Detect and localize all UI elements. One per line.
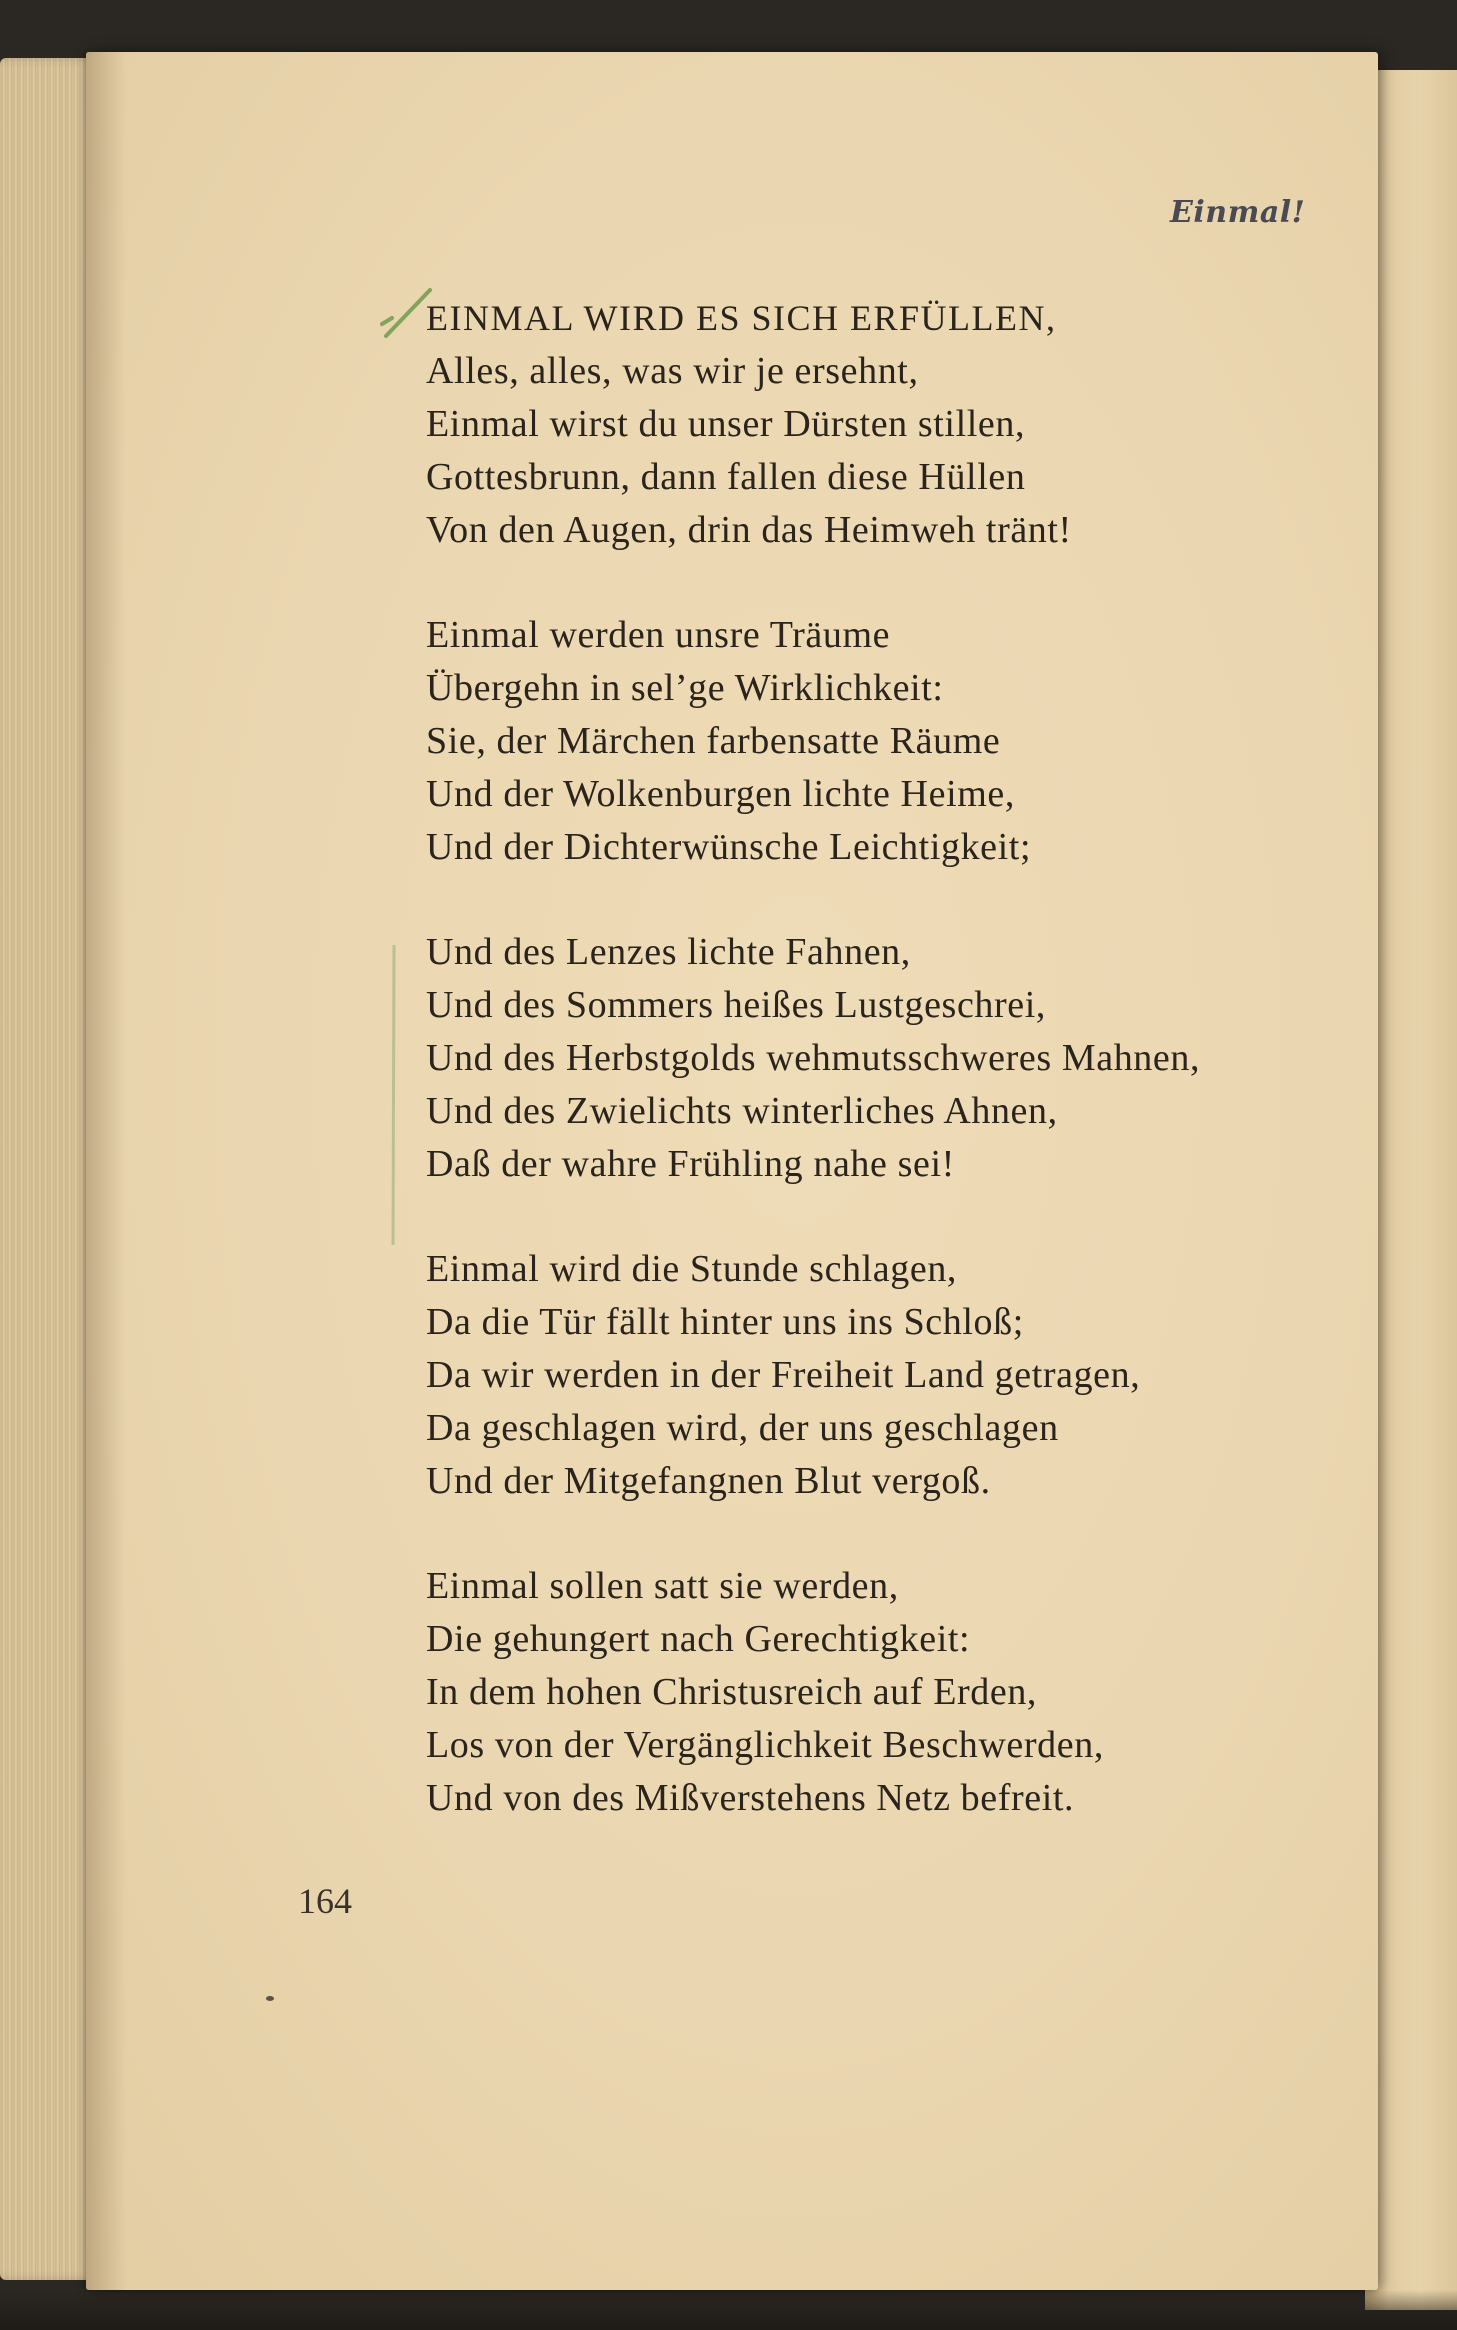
stanza-5: [426, 1560, 1326, 1825]
poem: [426, 292, 1326, 1877]
poem-line: Von den Augen, drin das Heimweh tränt!: [426, 509, 1072, 551]
poem-line: Und des Zwielichts winterliches Ahnen,: [426, 1090, 1058, 1132]
poem-line: Und des Herbstgolds wehmutsschweres Mahnen,: [426, 1037, 1201, 1079]
poem-line: Alles, alles, was wir je ersehnt,: [426, 350, 919, 392]
stanza-2: [426, 609, 1326, 874]
poem-line: Sie, der Märchen farbensatte Räume: [426, 720, 1001, 762]
poem-line: Da die Tür fällt hinter uns ins Schloß;: [426, 1301, 1024, 1343]
poem-line: Einmal wirst du unser Dürsten stillen,: [426, 403, 1026, 445]
page-number: 164: [298, 1881, 352, 1921]
poem-line: Und der Mitgefangnen Blut vergoß.: [426, 1460, 991, 1502]
poem-line: Einmal sollen satt sie werden,: [426, 1565, 899, 1607]
ink-speck: [266, 1996, 274, 2001]
stanza-1: [426, 292, 1326, 557]
poem-line: Übergehn in sel’ge Wirklichkeit:: [426, 667, 944, 709]
poem-line: Die gehungert nach Gerechtigkeit:: [426, 1618, 971, 1660]
poem-line: In dem hohen Christusreich auf Erden,: [426, 1671, 1038, 1713]
facing-page-edge: [1365, 70, 1457, 2310]
poem-line: Los von der Vergänglichkeit Beschwerden,: [426, 1724, 1104, 1766]
poem-line: Da geschlagen wird, der uns geschlagen: [426, 1407, 1059, 1449]
stanza-3: [426, 926, 1326, 1191]
poem-line: Und der Wolkenburgen lichte Heime,: [426, 773, 1015, 815]
poem-line: Und der Dichterwünsche Leichtigkeit;: [426, 826, 1032, 868]
poem-line: Einmal werden unsre Träume: [426, 614, 891, 656]
bottom-shadow: [0, 2290, 1457, 2330]
pencil-margin-line: [391, 945, 397, 1245]
poem-line: EINMAL WIRD ES SICH ERFÜLLEN,: [426, 298, 1057, 338]
stanza-4: [426, 1243, 1326, 1508]
poem-line: Gottesbrunn, dann fallen diese Hüllen: [426, 456, 1026, 498]
poem-line: Einmal wird die Stunde schlagen,: [426, 1248, 958, 1290]
poem-line: Und des Lenzes lichte Fahnen,: [426, 931, 911, 973]
poem-line: Daß der wahre Frühling nahe sei!: [426, 1143, 955, 1185]
poem-line: Da wir werden in der Freiheit Land getragen,: [426, 1354, 1141, 1396]
running-head: Einmal!: [1170, 195, 1306, 230]
poem-line: Und von des Mißverstehens Netz befreit.: [426, 1777, 1075, 1819]
poem-line: Und des Sommers heißes Lustgeschrei,: [426, 984, 1046, 1026]
